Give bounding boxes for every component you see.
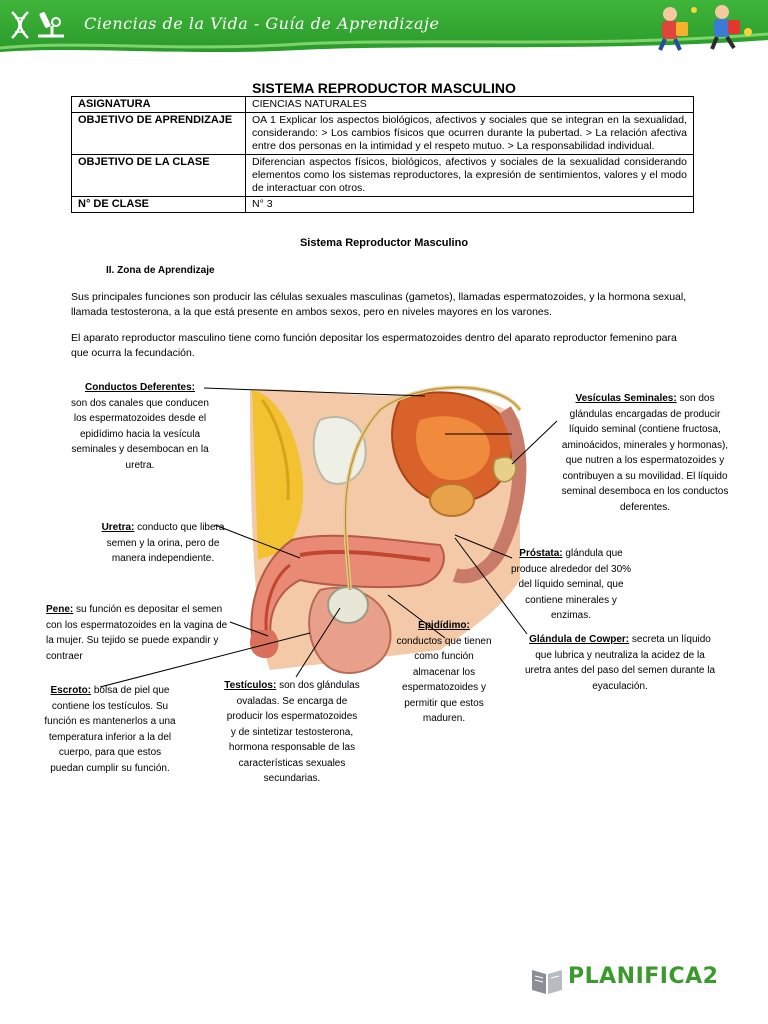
label-prostata bbox=[504, 546, 638, 624]
label-term: Conductos Deferentes: bbox=[84, 382, 195, 393]
label-desc: conductos que tienen como función almacenar los espermatozoides y permitir que estos maduren. bbox=[396, 635, 492, 724]
label-desc: son dos canales que conducen los espermatozoides desde el epidídimo hacia la vesícula seminales y desembocan en la uretra. bbox=[71, 397, 209, 471]
label-desc: bolsa de piel que contiene los testículos. Su función es mantenerlos a una temperatura inferior a la del cuerpo, para que estos puedan cumplir su función. bbox=[44, 685, 176, 774]
label-pene bbox=[46, 602, 236, 664]
dna-microscope-icon bbox=[8, 8, 70, 42]
table-row bbox=[72, 197, 694, 213]
label-term: Epidídimo: bbox=[418, 620, 470, 631]
label-desc: son dos glándulas encargadas de producir líquido seminal (contiene fructosa, aminoácidos, minerales y hormonas), que nutren a los espermatozoides y contribuyen a su movilidad. El líquido seminal desemboca en los conductos deferentes. bbox=[561, 393, 729, 513]
table-value: CIENCIAS NATURALES bbox=[246, 97, 694, 113]
label-glandula-cowper bbox=[524, 632, 716, 694]
planifica-logo bbox=[530, 962, 720, 998]
label-desc: son dos glándulas ovaladas. Se encarga de producir los espermatozoides y de sintetizar testosterona, hormona responsable de las características sexuales secundarias. bbox=[226, 680, 360, 784]
logo-text: PLANIFICA2 bbox=[568, 964, 719, 989]
table-key: ASIGNATURA bbox=[72, 97, 246, 113]
anatomy-diagram bbox=[0, 380, 768, 800]
paragraph-functions: Sus principales funciones son producir las células sexuales masculinas (gametos), llamadas espermatozoides, y la hormona sexual, llamada testosterona, a la que está presente en ambos sexos, pero en niveles mayores en los varones. bbox=[71, 291, 687, 318]
table-key: N° DE CLASE bbox=[72, 197, 246, 213]
label-term: Escroto: bbox=[50, 685, 92, 696]
table-value: N° 3 bbox=[246, 197, 694, 213]
label-testiculos bbox=[224, 678, 360, 787]
table-row bbox=[72, 155, 694, 197]
label-term: Glándula de Cowper: bbox=[529, 634, 630, 645]
label-epididimo bbox=[394, 618, 494, 727]
header-banner bbox=[0, 0, 768, 58]
label-vesiculas-seminales bbox=[554, 391, 736, 515]
banner-title: Ciencias de la Vida - Guía de Aprendizaje bbox=[84, 14, 440, 33]
label-term: Vesículas Seminales: bbox=[575, 393, 677, 404]
info-table bbox=[71, 96, 694, 213]
students-illustration-icon bbox=[648, 2, 764, 52]
label-term: Testículos: bbox=[224, 680, 277, 691]
label-uretra bbox=[98, 520, 228, 567]
label-desc: glándula que produce alrededor del 30% del líquido seminal, que contiene minerales y enzimas. bbox=[510, 548, 632, 621]
paragraph-purpose: El aparato reproductor masculino tiene como función depositar los espermatozoides dentro del aparato reproductor femenino para que ocurra la fecundación. bbox=[71, 332, 677, 359]
label-term: Pene: bbox=[46, 604, 74, 615]
label-desc: conducto que libera semen y la orina, pero de manera independiente. bbox=[106, 522, 225, 564]
section-title: Sistema Reproductor Masculino bbox=[299, 237, 469, 249]
label-desc: su función es depositar el semen con los espermatozoides en la vagina de la mujer. Su tejido se puede expandir y contraer bbox=[46, 604, 228, 662]
label-conductos-deferentes bbox=[64, 380, 216, 473]
table-row bbox=[72, 97, 694, 113]
table-key: OBJETIVO DE APRENDIZAJE bbox=[72, 113, 246, 155]
label-term: Próstata: bbox=[519, 548, 563, 559]
document-title: SISTEMA REPRODUCTOR MASCULINO bbox=[252, 80, 516, 96]
table-key: OBJETIVO DE LA CLASE bbox=[72, 155, 246, 197]
zone-title: II. Zona de Aprendizaje bbox=[106, 265, 215, 276]
label-escroto bbox=[42, 683, 178, 776]
book-icon bbox=[530, 966, 564, 996]
table-value: OA 1 Explicar los aspectos biológicos, afectivos y sociales que se integran en la sexualidad, considerando: > Los cambios físicos que ocurren durante la pubertad. > La relación afectiva entre dos personas en la intimidad y el respeto mutuo. > La responsabilidad individual. bbox=[246, 113, 694, 155]
table-value: Diferencian aspectos físicos, biológicos, afectivos y sociales de la sexualidad considerando elementos como los sistemas reproductores, la expresión de sentimientos, valores y el modo de interactuar con otros. bbox=[246, 155, 694, 197]
label-term: Uretra: bbox=[101, 522, 135, 533]
label-desc: secreta un líquido que lubrica y neutraliza la acidez de la uretra antes del paso del semen durante la eyaculación. bbox=[524, 634, 716, 692]
table-row bbox=[72, 113, 694, 155]
